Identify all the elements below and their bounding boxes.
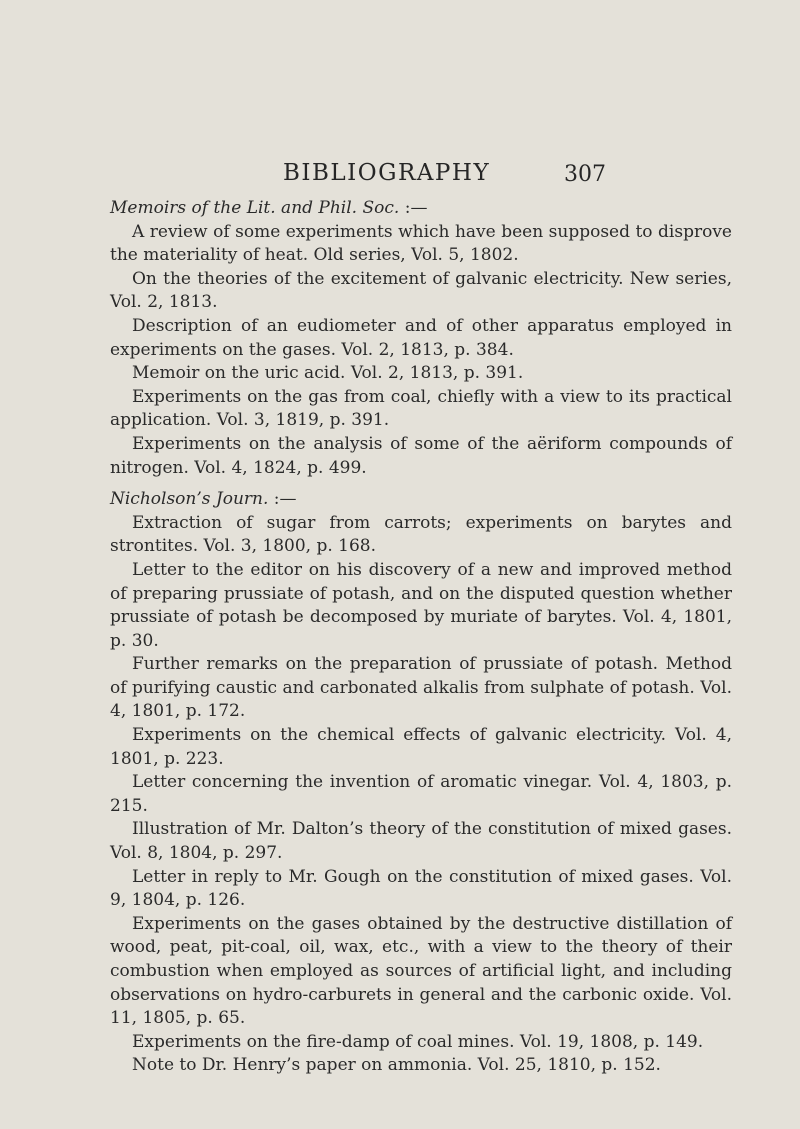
- bibliography-entry: Note to Dr. Henry’s paper on ammonia. Vol. 25, 1810, p. 152.: [132, 1055, 661, 1076]
- bibliography-entry: Letter concerning the invention of aromatic vinegar. Vol. 4, 1803, p. 215.: [110, 772, 732, 816]
- journal-title: Nicholson’s Journ.: [110, 489, 269, 510]
- journal-heading: [110, 488, 732, 512]
- bibliography-entry: Letter to the editor on his discovery of a new and improved method of preparing prussiate of potash, and on the disputed question whether prussiate of potash be decomposed by muriate of barytes. Vol. 4, 1801, p. 30.: [110, 559, 732, 651]
- bibliography-entry: Illustration of Mr. Dalton’s theory of the constitution of mixed gases. Vol. 8, 1804, p. 297.: [110, 819, 732, 864]
- page-number: 307: [564, 162, 606, 187]
- bibliography-text: [110, 197, 732, 1078]
- bibliography-entry: Experiments on the analysis of some of the aëriform compounds of nitrogen. Vol. 4, 1824, p. 499.: [110, 433, 732, 478]
- running-head: [0, 160, 800, 192]
- bibliography-entry: Further remarks on the preparation of prussiate of potash. Method of purifying caustic and carbonated alkalis from sulphate of potash. Vol. 4, 1801, p. 172.: [110, 654, 732, 722]
- bibliography-entry: Experiments on the gases obtained by the destructive distillation of wood, peat, pit-coal, oil, wax, etc., with a view to the theory of their combustion when employed as sources of artificial light, and including observations on hydro-carburets in general and the carbonic oxide. Vol. 11, 1805, p. 65.: [110, 913, 732, 1029]
- bibliography-entry: Extraction of sugar from carrots; experiments on barytes and strontites. Vol. 3, 1800, p. 168.: [110, 512, 732, 557]
- bibliography-entry: Memoir on the uric acid. Vol. 2, 1813, p. 391.: [132, 363, 524, 384]
- bibliography-entry: A review of some experiments which have been supposed to disprove the materiality of heat. Old series, Vol. 5, 1802.: [110, 221, 732, 266]
- journal-heading-suffix: :—: [399, 198, 428, 218]
- journal-heading-suffix: :—: [268, 489, 297, 510]
- bibliography-entry: Experiments on the fire-damp of coal mines. Vol. 19, 1808, p. 149.: [132, 1031, 704, 1052]
- bibliography-entry: Description of an eudiometer and of other apparatus employed in experiments on the gases. Vol. 2, 1813, p. 384.: [110, 315, 732, 360]
- bibliography-entry: Experiments on the gas from coal, chiefly with a view to its practical application. Vol. 3, 1819, p. 391.: [110, 386, 732, 431]
- bibliography-entry: Letter in reply to Mr. Gough on the constitution of mixed gases. Vol. 9, 1804, p. 126.: [110, 866, 732, 911]
- running-head-title: BIBLIOGRAPHY: [283, 160, 491, 186]
- bibliography-entry: On the theories of the excitement of galvanic electricity. New series, Vol. 2, 1813.: [110, 268, 732, 313]
- journal-heading: [110, 197, 732, 221]
- bibliography-entry: Experiments on the chemical effects of galvanic electricity. Vol. 4, 1801, p. 223.: [110, 725, 732, 769]
- journal-title: Memoirs of the Lit. and Phil. Soc.: [110, 198, 400, 218]
